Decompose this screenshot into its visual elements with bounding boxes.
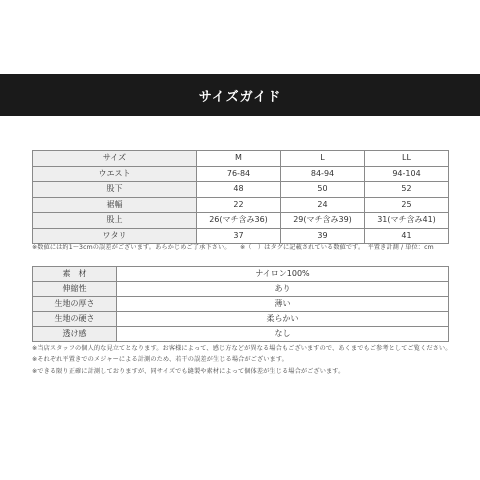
- size-note: ※数値には約1～3cmの誤差がございます。あらかじめご了承下さい。 ※（ ）はタグに記載されている数値です。 平置き計測 / 単位：cm: [32, 244, 434, 251]
- size-col-ll: LL: [365, 151, 449, 167]
- cell-value: 41: [365, 228, 449, 244]
- cell-value: 31(マチ含み41): [365, 213, 449, 229]
- row-label: 素 材: [33, 267, 117, 282]
- cell-value: 76-84: [197, 166, 281, 182]
- size-header-label: サイズ: [33, 151, 197, 167]
- table-row: [33, 197, 449, 213]
- row-label: 透け感: [33, 327, 117, 342]
- cell-value: 26(マチ含み36): [197, 213, 281, 229]
- row-label: 股上: [33, 213, 197, 229]
- row-label: ウエスト: [33, 166, 197, 182]
- size-table-header: [33, 151, 449, 167]
- page-title: サイズガイド: [198, 89, 282, 105]
- cell-value: 48: [197, 182, 281, 198]
- table-row: [33, 166, 449, 182]
- cell-value: 52: [365, 182, 449, 198]
- table-row: [33, 297, 449, 312]
- disclaimer-note: ※当店スタッフの個人的な見立てとなります。お客様によって、感じ方などが異なる場合もございますので、あくまでもご参考としてご覧ください。: [32, 345, 452, 352]
- cell-value: あり: [117, 282, 449, 297]
- cell-value: 25: [365, 197, 449, 213]
- cell-value: 24: [281, 197, 365, 213]
- row-label: ワタリ: [33, 228, 197, 244]
- size-col-l: L: [281, 151, 365, 167]
- cell-value: 50: [281, 182, 365, 198]
- cell-value: 22: [197, 197, 281, 213]
- cell-value: なし: [117, 327, 449, 342]
- cell-value: ナイロン100%: [117, 267, 449, 282]
- row-label: 生地の硬さ: [33, 312, 117, 327]
- table-row: [33, 312, 449, 327]
- material-table: [32, 266, 449, 342]
- table-row: [33, 282, 449, 297]
- row-label: 伸縮性: [33, 282, 117, 297]
- size-table: [32, 150, 449, 244]
- size-col-m: M: [197, 151, 281, 167]
- disclaimer-note: ※できる限り正確に計測しておりますが、同サイズでも縫製や素材によって個体差が生じる場合がございます。: [32, 368, 345, 375]
- cell-value: 39: [281, 228, 365, 244]
- table-row: [33, 182, 449, 198]
- table-row: [33, 267, 449, 282]
- disclaimer-note: ※それぞれ平置きでのメジャーによる計測のため、若干の誤差が生じる場合がございます。: [32, 356, 288, 363]
- row-label: 生地の厚さ: [33, 297, 117, 312]
- row-label: 裾幅: [33, 197, 197, 213]
- cell-value: 94-104: [365, 166, 449, 182]
- cell-value: 薄い: [117, 297, 449, 312]
- title-banner: [0, 74, 480, 116]
- cell-value: 37: [197, 228, 281, 244]
- cell-value: 84-94: [281, 166, 365, 182]
- table-row: [33, 213, 449, 229]
- cell-value: 柔らかい: [117, 312, 449, 327]
- table-row: [33, 327, 449, 342]
- cell-value: 29(マチ含み39): [281, 213, 365, 229]
- row-label: 股下: [33, 182, 197, 198]
